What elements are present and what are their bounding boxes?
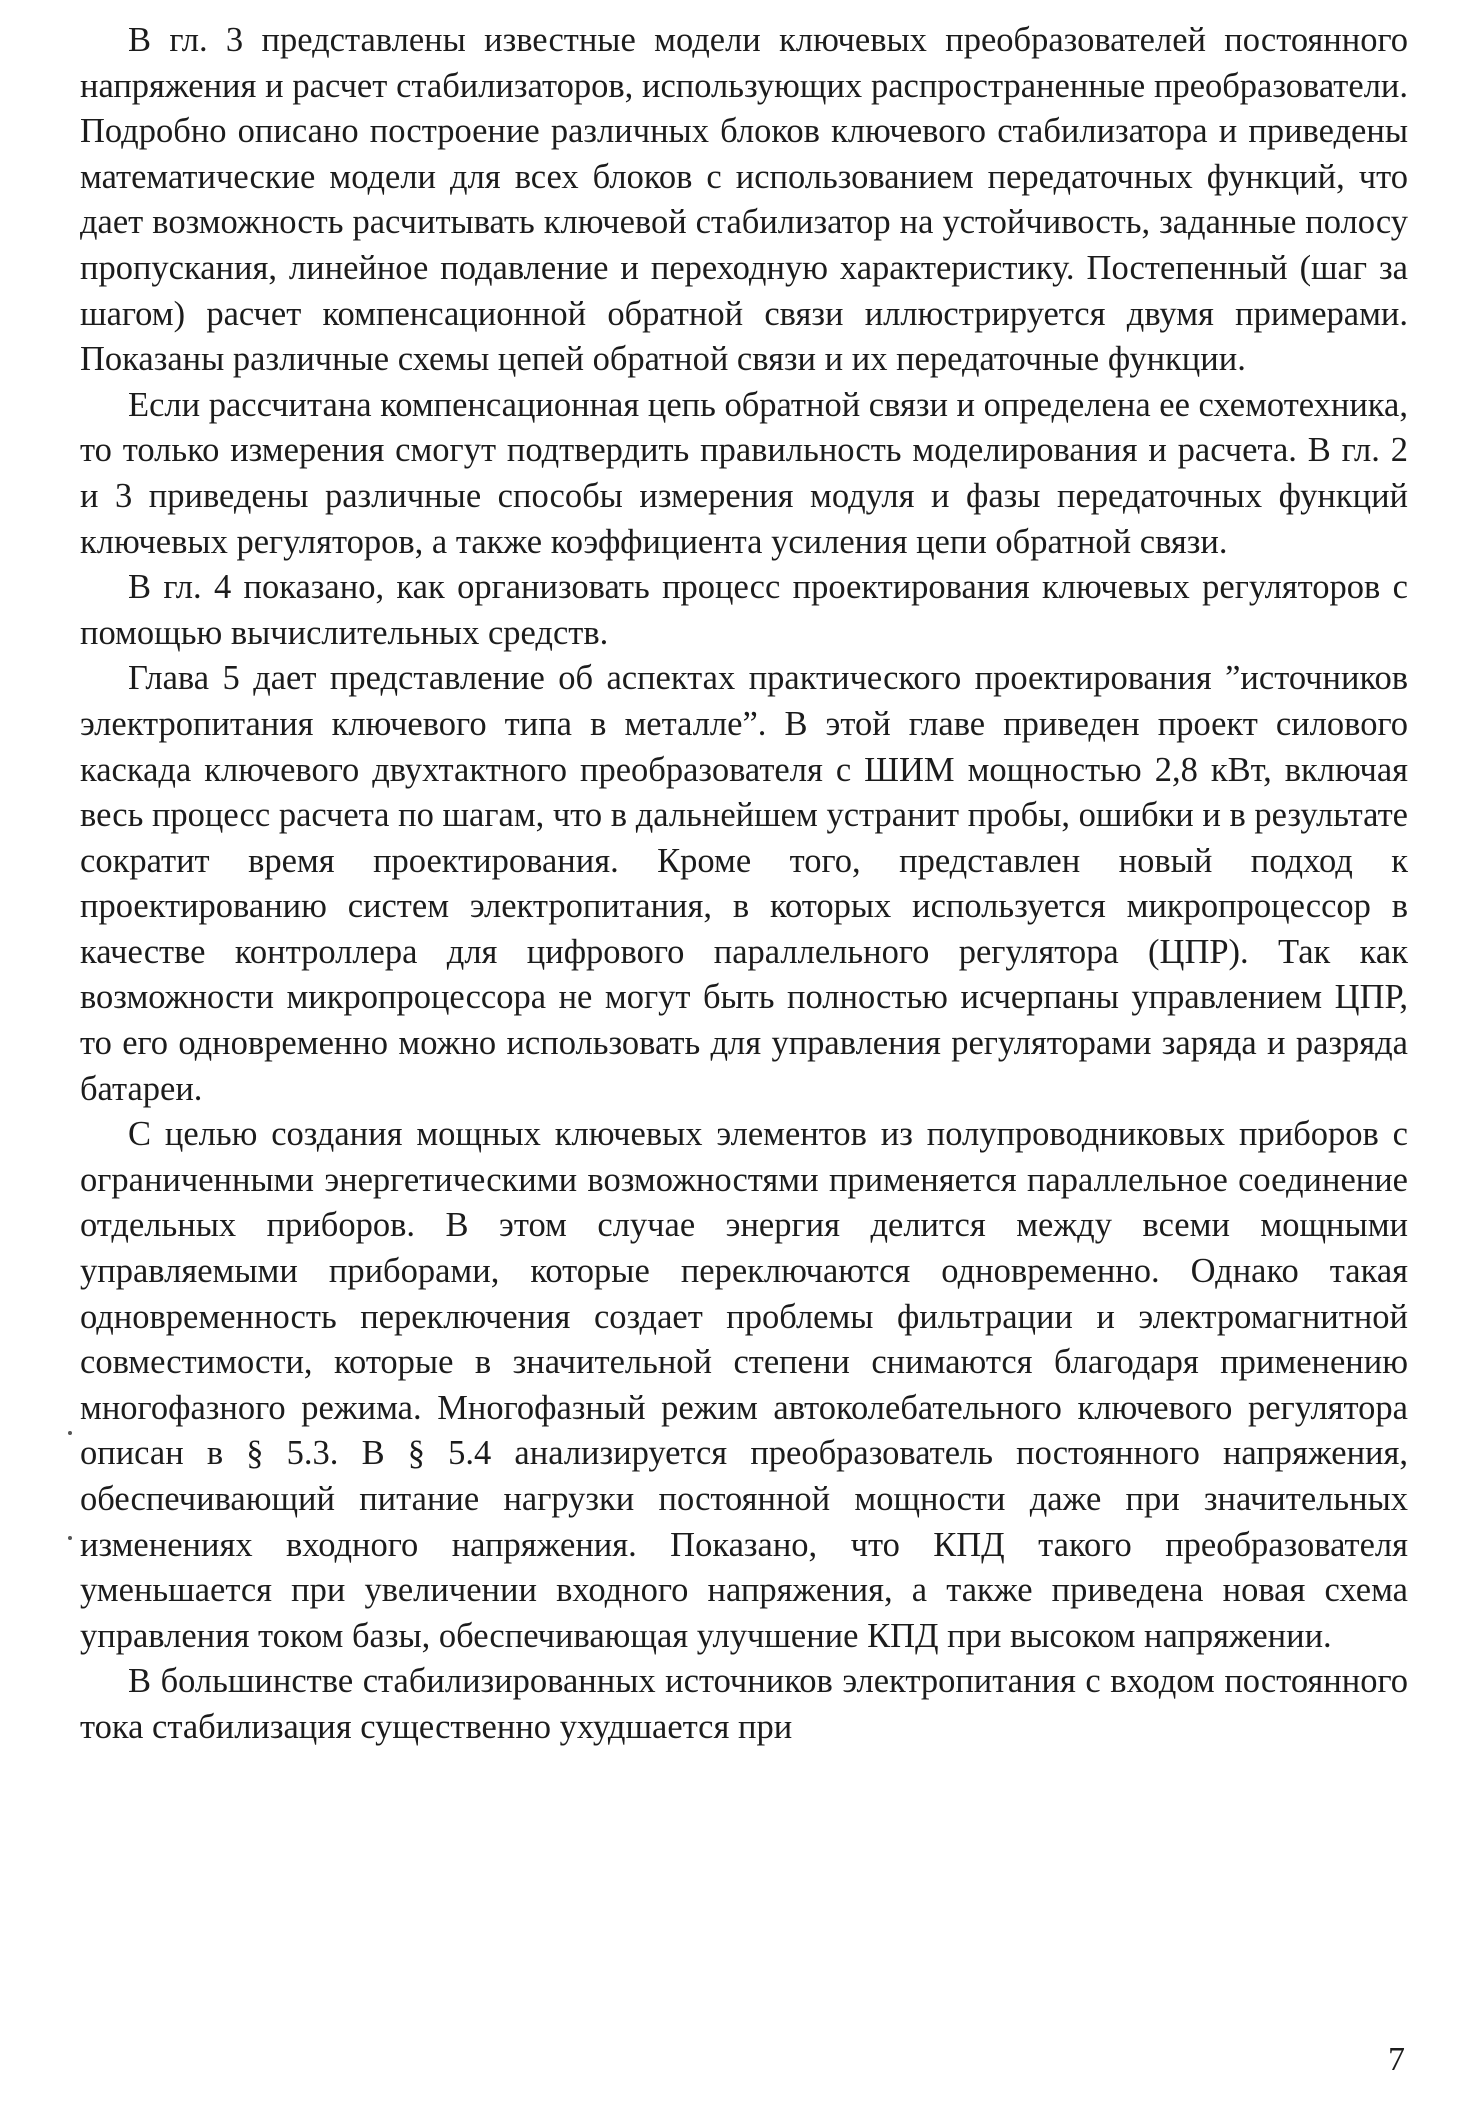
paragraph-5: С целью создания мощных ключевых элементов из полупроводниковых приборов с ограниченными энергетическими возможностями применяется параллельное соединение отдельных приборов. В этом случае энергия делится между всеми мощными управляемыми приборами, которые переключаются одновременно. Однако такая одновременность переключения создает проблемы фильтрации и электромагнитной совместимости, которые в значительной степени снимаются благодаря применению многофазного режима. Многофазный режим автоколебательного ключевого регулятора описан в § 5.3. В § 5.4 анализируется преобразователь постоянного напряжения, обеспечивающий питание нагрузки постоянной мощности даже при значительных изменениях входного напряжения. Показано, что КПД такого преобразователя уменьшается при увеличении входного напряжения, а также приведена новая схема управления током базы, обеспечивающая улучшение КПД при высоком напряжении. [80, 1115, 1408, 1655]
paragraph-4: Глава 5 дает представление об аспектах практического проектирования ”источников электропитания ключевого типа в металле”. В этой главе приведен проект силового каскада ключевого двухтактного преобразователя с ШИМ мощностью 2,8 кВт, включая весь процесс расчета по шагам, что в дальнейшем устранит пробы, ошибки и в результате сократит время проектирования. Кроме того, представлен новый подход к проектированию систем электропитания, в которых используется микропроцессор в качестве контроллера для цифрового параллельного регулятора (ЦПР). Так как возможности микропроцессора не могут быть полностью исчерпаны управлением ЦПР, то его одновременно можно использовать для управления регуляторами заряда и разряда батареи. [80, 659, 1408, 1108]
page-number: 7 [1388, 2041, 1405, 2078]
paragraph-3: В гл. 4 показано, как организовать процесс проектирования ключевых регуляторов с помощью вычислительных средств. [80, 568, 1408, 652]
body-text [80, 18, 1408, 1751]
paragraph-6: В большинстве стабилизированных источников электропитания с входом постоянного тока стабилизация существенно ухудшается при [80, 1662, 1408, 1746]
paragraph-2: Если рассчитана компенсационная цепь обратной связи и определена ее схемотехника, то только измерения смогут подтвердить правильность моделирования и расчета. В гл. 2 и 3 приведены различные способы измерения модуля и фазы передаточных функций ключевых регуляторов, а также коэффициента усиления цепи обратной связи. [80, 385, 1408, 561]
scan-dot-mark [68, 1431, 72, 1435]
paragraph-1: В гл. 3 представлены известные модели ключевых преобразователей постоянного напряжения и расчет стабилизаторов, использующих распространенные преобразователи. Подробно описано построение различных блоков ключевого стабилизатора и приведены математические модели для всех блоков с использованием передаточных функций, что дает возможность расчитывать ключевой стабилизатор на устойчивость, заданные полосу пропускания, линейное подавление и переходную характеристику. Постепенный (шаг за шагом) расчет компенсационной обратной связи иллюстрируется двумя примерами. Показаны различные схемы цепей обратной связи и их передаточные функции. [80, 21, 1408, 379]
scan-dot-mark [68, 1536, 72, 1540]
